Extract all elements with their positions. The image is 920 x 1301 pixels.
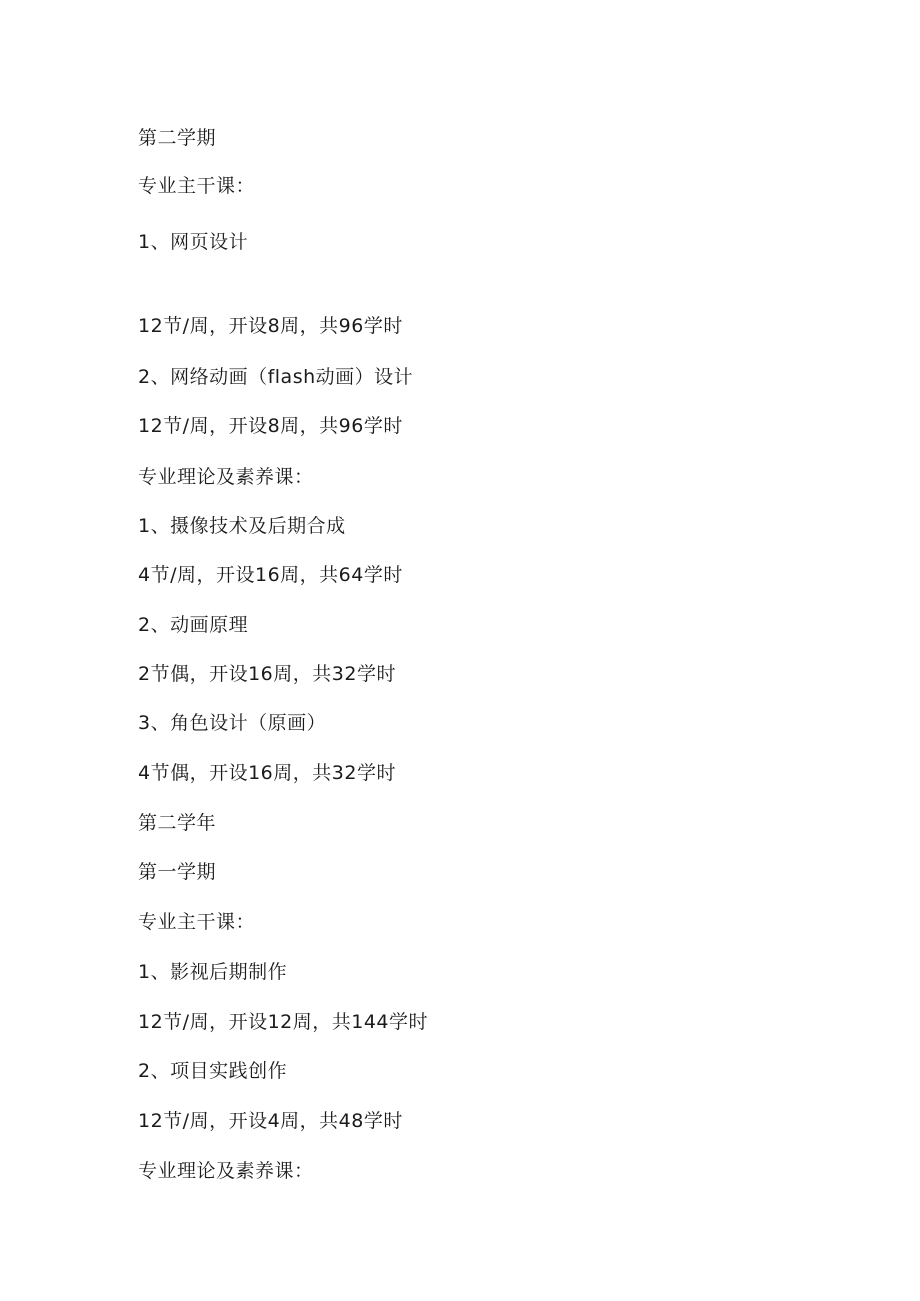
year-heading: 第二学年 (138, 812, 217, 834)
semester-heading: 第二学期 (138, 127, 217, 149)
course-hours: 12节/周，开设8周，共96学时 (138, 415, 403, 437)
course-title: 1、摄像技术及后期合成 (138, 515, 346, 537)
section-heading-core-courses: 专业主干课： (138, 175, 256, 197)
section-heading-core-courses: 专业主干课： (138, 911, 256, 933)
course-title: 2、项目实践创作 (138, 1060, 288, 1082)
course-hours: 12节/周，开设4周，共48学时 (138, 1110, 403, 1132)
course-title: 2、网络动画（flash动画）设计 (138, 366, 414, 388)
section-heading-theory-courses: 专业理论及素养课： (138, 1160, 314, 1182)
course-hours: 4节/周，开设16周，共64学时 (138, 564, 403, 586)
course-title: 3、角色设计（原画） (138, 712, 327, 734)
course-hours: 12节/周，开设8周，共96学时 (138, 315, 403, 337)
course-hours: 2节偶，开设16周，共32学时 (138, 663, 396, 685)
section-heading-theory-courses: 专业理论及素养课： (138, 466, 314, 488)
course-title: 1、影视后期制作 (138, 961, 288, 983)
course-title: 1、网页设计 (138, 231, 249, 253)
course-hours: 12节/周，开设12周，共144学时 (138, 1011, 429, 1033)
course-hours: 4节偶，开设16周，共32学时 (138, 762, 396, 784)
course-title: 2、动画原理 (138, 614, 249, 636)
semester-heading: 第一学期 (138, 861, 217, 883)
